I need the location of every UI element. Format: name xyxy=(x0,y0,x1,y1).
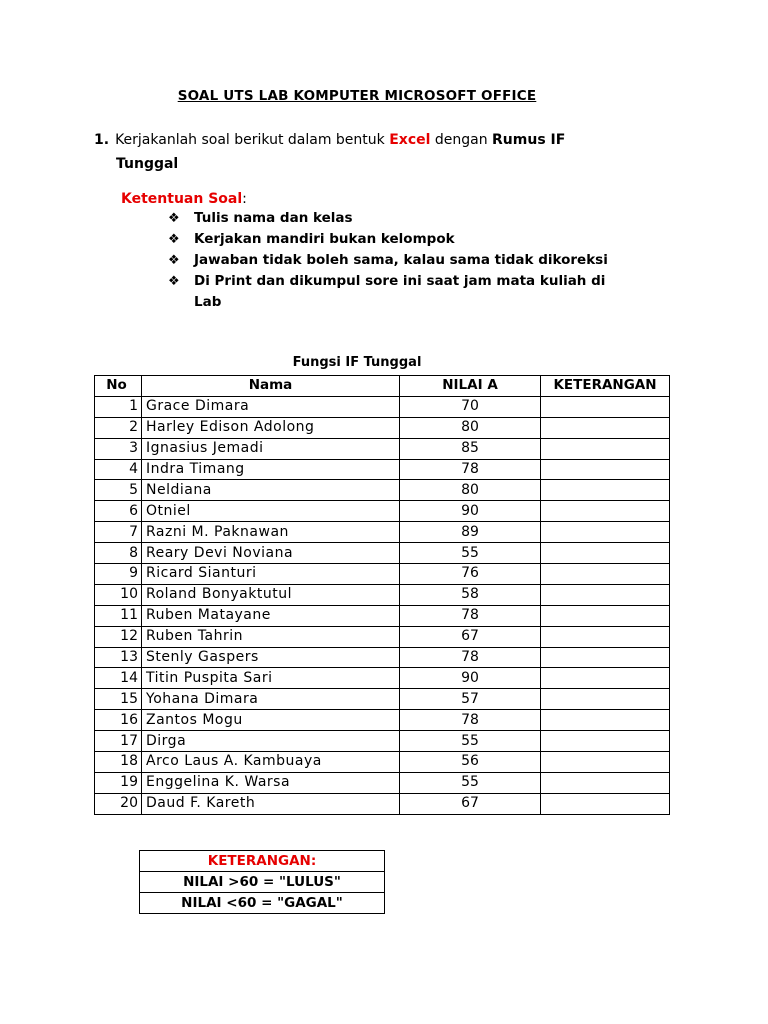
cell-keterangan xyxy=(541,668,670,689)
diamond-bullet-icon: ❖ xyxy=(168,274,180,289)
rules-list xyxy=(168,208,618,313)
cell-no: 4 xyxy=(95,459,142,480)
cell-keterangan xyxy=(541,396,670,417)
cell-keterangan xyxy=(541,417,670,438)
cell-no: 17 xyxy=(95,731,142,752)
table-row xyxy=(95,689,670,710)
cell-no: 10 xyxy=(95,584,142,605)
cell-nilai: 89 xyxy=(400,522,541,543)
cell-nilai: 78 xyxy=(400,647,541,668)
cell-keterangan xyxy=(541,438,670,459)
cell-nilai: 78 xyxy=(400,605,541,626)
table-row xyxy=(95,564,670,585)
cell-keterangan xyxy=(541,501,670,522)
cell-nama: Otniel xyxy=(142,501,400,522)
cell-nilai: 70 xyxy=(400,396,541,417)
cell-nilai: 55 xyxy=(400,772,541,793)
cell-keterangan xyxy=(541,480,670,501)
cell-nama: Harley Edison Adolong xyxy=(142,417,400,438)
table-row xyxy=(95,668,670,689)
cell-no: 9 xyxy=(95,564,142,585)
table-header-row xyxy=(95,376,670,397)
cell-keterangan xyxy=(541,564,670,585)
table-row xyxy=(95,710,670,731)
cell-no: 8 xyxy=(95,543,142,564)
cell-no: 18 xyxy=(95,752,142,773)
cell-nama: Enggelina K. Warsa xyxy=(142,772,400,793)
question-number: 1. xyxy=(94,132,110,148)
cell-no: 16 xyxy=(95,710,142,731)
cell-keterangan xyxy=(541,752,670,773)
cell-no: 11 xyxy=(95,605,142,626)
question-text-part2: dengan xyxy=(430,132,493,148)
cell-keterangan xyxy=(541,647,670,668)
cell-no: 14 xyxy=(95,668,142,689)
cell-nama: Indra Timang xyxy=(142,459,400,480)
cell-no: 19 xyxy=(95,772,142,793)
cell-nilai: 85 xyxy=(400,438,541,459)
rule-item xyxy=(168,250,618,271)
diamond-bullet-icon: ❖ xyxy=(168,253,180,268)
ketentuan-label: Ketentuan Soal xyxy=(121,191,243,207)
question-1 xyxy=(94,128,614,176)
cell-no: 13 xyxy=(95,647,142,668)
cell-no: 12 xyxy=(95,626,142,647)
cell-keterangan xyxy=(541,459,670,480)
cell-no: 3 xyxy=(95,438,142,459)
cell-nama: Titin Puspita Sari xyxy=(142,668,400,689)
cell-nama: Razni M. Paknawan xyxy=(142,522,400,543)
header-nama: Nama xyxy=(142,376,400,397)
cell-nilai: 55 xyxy=(400,543,541,564)
legend-table xyxy=(139,850,385,914)
table-row xyxy=(95,417,670,438)
table-row xyxy=(95,605,670,626)
table-row xyxy=(95,438,670,459)
cell-keterangan xyxy=(541,522,670,543)
cell-nama: Ricard Sianturi xyxy=(142,564,400,585)
cell-no: 20 xyxy=(95,793,142,814)
header-nilai: NILAI A xyxy=(400,376,541,397)
cell-nilai: 67 xyxy=(400,793,541,814)
question-line2: Tunggal xyxy=(116,156,179,172)
rule-text: Tulis nama dan kelas xyxy=(194,210,353,226)
rule-text: Di Print dan dikumpul sore ini saat jam mata kuliah di Lab xyxy=(194,273,606,310)
table-row xyxy=(95,522,670,543)
cell-nama: Daud F. Kareth xyxy=(142,793,400,814)
cell-keterangan xyxy=(541,689,670,710)
rule-text: Jawaban tidak boleh sama, kalau sama tidak dikoreksi xyxy=(194,252,608,268)
cell-nama: Reary Devi Noviana xyxy=(142,543,400,564)
rule-item xyxy=(168,229,618,250)
cell-keterangan xyxy=(541,793,670,814)
cell-nama: Grace Dimara xyxy=(142,396,400,417)
cell-nilai: 58 xyxy=(400,584,541,605)
cell-nama: Ruben Tahrin xyxy=(142,626,400,647)
ketentuan-heading xyxy=(121,191,247,207)
cell-keterangan xyxy=(541,710,670,731)
cell-keterangan xyxy=(541,543,670,564)
cell-keterangan xyxy=(541,626,670,647)
table-row xyxy=(95,480,670,501)
cell-nilai: 80 xyxy=(400,480,541,501)
cell-no: 5 xyxy=(95,480,142,501)
cell-no: 2 xyxy=(95,417,142,438)
legend-row-gagal: NILAI <60 = "GAGAL" xyxy=(140,893,385,914)
cell-keterangan xyxy=(541,605,670,626)
table-caption: Fungsi IF Tunggal xyxy=(292,355,422,370)
table-row xyxy=(95,584,670,605)
table-row xyxy=(95,731,670,752)
cell-keterangan xyxy=(541,731,670,752)
cell-nama: Roland Bonyaktutul xyxy=(142,584,400,605)
cell-nilai: 56 xyxy=(400,752,541,773)
table-row xyxy=(95,793,670,814)
table-row xyxy=(95,647,670,668)
table-row xyxy=(95,459,670,480)
rule-item xyxy=(168,208,618,229)
header-no: No xyxy=(95,376,142,397)
cell-nilai: 78 xyxy=(400,710,541,731)
legend-row-lulus: NILAI >60 = "LULUS" xyxy=(140,872,385,893)
document-title: SOAL UTS LAB KOMPUTER MICROSOFT OFFICE xyxy=(177,88,537,104)
cell-nama: Arco Laus A. Kambuaya xyxy=(142,752,400,773)
question-excel-keyword: Excel xyxy=(389,132,431,148)
cell-no: 7 xyxy=(95,522,142,543)
header-keterangan: KETERANGAN xyxy=(541,376,670,397)
grades-table xyxy=(94,375,670,815)
cell-nama: Ignasius Jemadi xyxy=(142,438,400,459)
cell-nama: Ruben Matayane xyxy=(142,605,400,626)
cell-nilai: 76 xyxy=(400,564,541,585)
diamond-bullet-icon: ❖ xyxy=(168,232,180,247)
cell-keterangan xyxy=(541,584,670,605)
table-row xyxy=(95,626,670,647)
table-row xyxy=(95,501,670,522)
table-row xyxy=(95,543,670,564)
cell-nama: Dirga xyxy=(142,731,400,752)
question-text-part1: Kerjakanlah soal berikut dalam bentuk xyxy=(115,132,390,148)
table-row xyxy=(95,752,670,773)
cell-nama: Stenly Gaspers xyxy=(142,647,400,668)
cell-no: 15 xyxy=(95,689,142,710)
rule-item xyxy=(168,271,618,313)
cell-nilai: 57 xyxy=(400,689,541,710)
cell-nama: Zantos Mogu xyxy=(142,710,400,731)
cell-no: 1 xyxy=(95,396,142,417)
cell-keterangan xyxy=(541,772,670,793)
cell-nilai: 67 xyxy=(400,626,541,647)
cell-nilai: 90 xyxy=(400,501,541,522)
cell-nama: Yohana Dimara xyxy=(142,689,400,710)
table-row xyxy=(95,772,670,793)
cell-nilai: 90 xyxy=(400,668,541,689)
ketentuan-colon: : xyxy=(242,191,247,207)
table-row xyxy=(95,396,670,417)
question-rumus-keyword: Rumus IF xyxy=(492,132,566,148)
cell-nama: Neldiana xyxy=(142,480,400,501)
diamond-bullet-icon: ❖ xyxy=(168,211,180,226)
cell-no: 6 xyxy=(95,501,142,522)
legend-heading: KETERANGAN: xyxy=(140,851,385,872)
cell-nilai: 55 xyxy=(400,731,541,752)
rule-text: Kerjakan mandiri bukan kelompok xyxy=(194,231,455,247)
cell-nilai: 80 xyxy=(400,417,541,438)
cell-nilai: 78 xyxy=(400,459,541,480)
